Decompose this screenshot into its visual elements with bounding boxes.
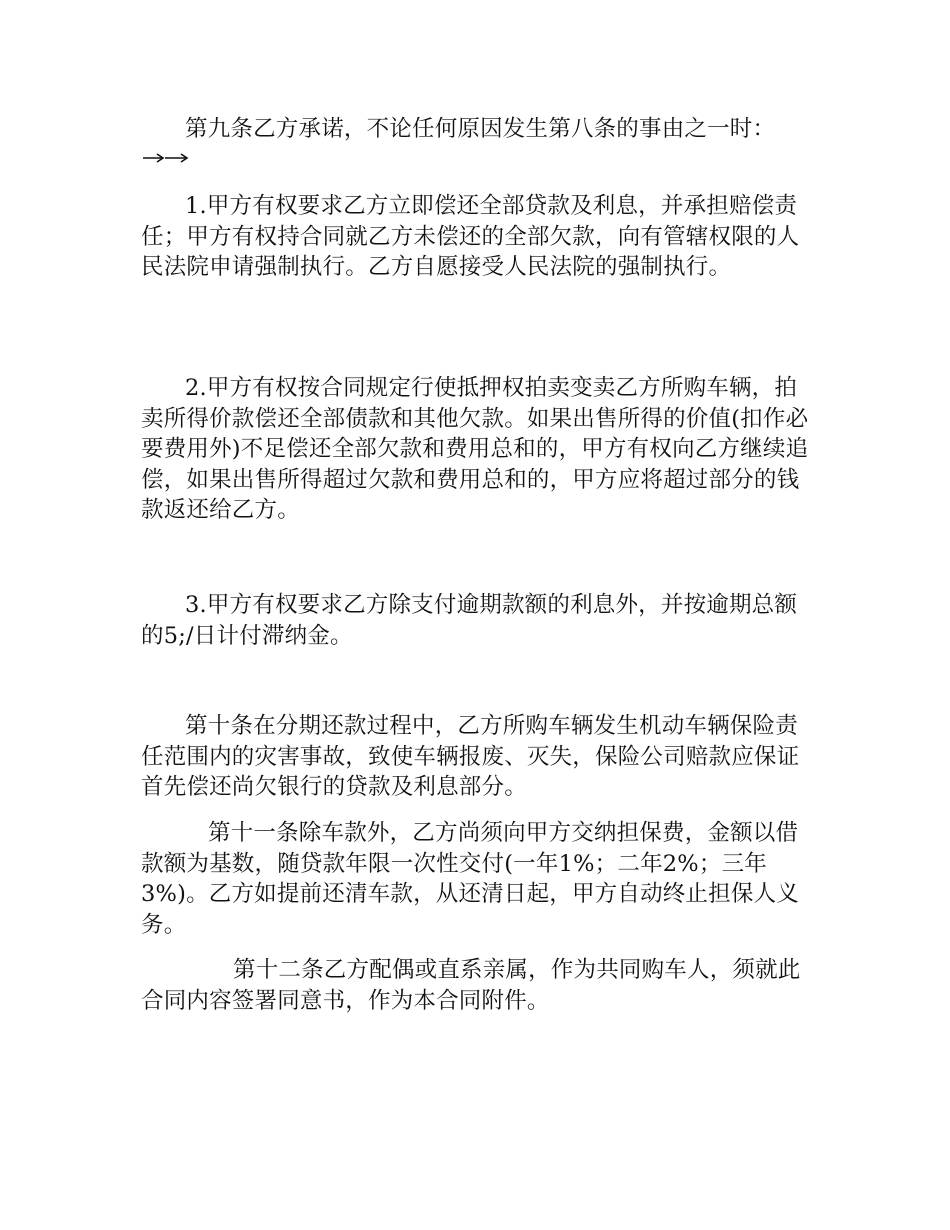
arrow-icon [141,146,191,166]
article-9-intro: 第九条乙方承诺，不论任何原因发生第八条的事由之一时： [185,116,776,142]
clause-1: 1.甲方有权要求乙方立即偿还全部贷款及利息，并承担赔偿责任；甲方有权持合同就乙方未偿还的全部欠款，向有管辖权限的人民法院申请强制执行。乙方自愿接受人民法院的强制执行。 [141,193,800,280]
clause-3: 3.甲方有权要求乙方除支付逾期款额的利息外，并按逾期总额的5;/日计付滞纳金。 [141,592,798,649]
article-11: 第十一条除车款外，乙方尚须向甲方交纳担保费，金额以借款额为基数，随贷款年限一次性交付(一年1%；二年2%；三年3%)。乙方如提前还清车款，从还清日起，甲方自动终止担保人义务。 [141,820,799,938]
article-12: 第十二条乙方配偶或直系亲属，作为共同购车人，须就此合同内容签署同意书，作为本合同附件。 [141,957,801,1014]
article-10: 第十条在分期还款过程中，乙方所购车辆发生机动车辆保险责任范围内的灾害事故，致使车辆报废、灭失，保险公司赔款应保证首先偿还尚欠银行的贷款及利息部分。 [141,713,800,800]
clause-2: 2.甲方有权按合同规定行使抵押权拍卖变卖乙方所购车辆，拍卖所得价款偿还全部债款和其他欠款。如果出售所得的价值(扣作必要费用外)不足偿还全部欠款和费用总和的，甲方有权向乙方继续追偿，如果出售所得超过欠款和费用总和的，甲方应将超过部分的钱款返还给乙方。 [141,375,809,523]
